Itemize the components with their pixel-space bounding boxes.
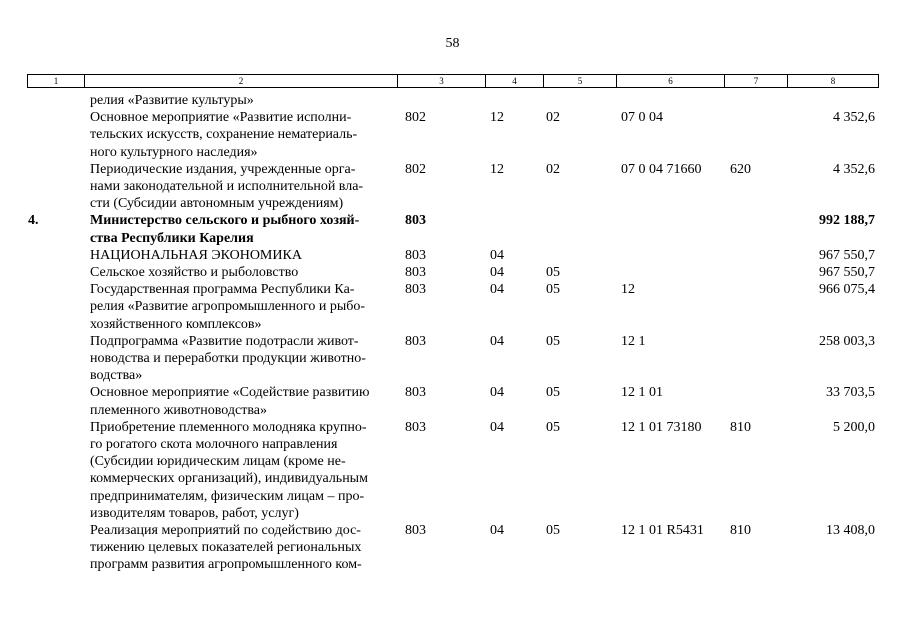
table-row xyxy=(0,522,905,574)
row-csr: 12 1 xyxy=(621,333,646,349)
row-ved: 803 xyxy=(405,247,426,263)
row-ved: 803 xyxy=(405,385,426,401)
row-csr: 12 1 01 xyxy=(621,385,663,401)
page-number: 58 xyxy=(445,36,460,51)
header-col-7: 7 xyxy=(725,75,788,88)
header-col-4: 4 xyxy=(486,75,544,88)
row-pr: 05 xyxy=(546,385,560,401)
row-name: Реализация мероприятий по содействию дос- тижению целевых показателей региональных программ развития агропромышленного ком- xyxy=(90,523,362,573)
table-row xyxy=(0,109,905,161)
row-rz: 04 xyxy=(490,265,504,281)
row-ved: 802 xyxy=(405,110,426,126)
row-rz: 04 xyxy=(490,385,504,401)
row-ved: 803 xyxy=(405,265,426,281)
row-sum: 4 352,6 xyxy=(833,161,875,177)
row-pr: 02 xyxy=(546,161,560,177)
header-col-8: 8 xyxy=(788,75,879,88)
table-row xyxy=(0,419,905,522)
row-sum: 258 003,3 xyxy=(819,333,875,349)
row-pr: 05 xyxy=(546,265,560,281)
header-col-3: 3 xyxy=(398,75,486,88)
row-csr: 07 0 04 xyxy=(621,110,663,126)
row-csr: 12 xyxy=(621,282,635,298)
row-name: Государственная программа Республики Ка- релия «Развитие агропромышленного и рыбо- хозяйственного комплексов» xyxy=(90,282,366,332)
row-sum: 4 352,6 xyxy=(833,110,875,126)
row-number: 4. xyxy=(28,213,39,229)
table-header xyxy=(27,74,879,88)
header-col-1: 1 xyxy=(28,75,85,88)
row-name: НАЦИОНАЛЬНАЯ ЭКОНОМИКА xyxy=(90,247,302,263)
row-name: Сельское хозяйство и рыболовство xyxy=(90,265,299,281)
row-ved: 803 xyxy=(405,523,426,539)
row-name: Основное мероприятие «Содействие развитию племенного животноводства» xyxy=(90,385,370,418)
table-row xyxy=(0,333,905,385)
row-rz: 04 xyxy=(490,247,504,263)
table-row xyxy=(0,384,905,418)
row-rz: 12 xyxy=(490,110,504,126)
row-name: релия «Развитие культуры» xyxy=(90,93,254,108)
row-vr: 620 xyxy=(730,161,751,177)
row-pr: 05 xyxy=(546,419,560,435)
row-name: Подпрограмма «Развитие подотрасли живот- новодства и переработки продукции животно- водства» xyxy=(90,333,366,384)
table-row xyxy=(0,247,905,264)
row-sum: 967 550,7 xyxy=(819,247,875,263)
header-col-5: 5 xyxy=(544,75,617,88)
row-vr: 810 xyxy=(730,419,751,435)
table-row xyxy=(0,161,905,213)
row-rz: 04 xyxy=(490,523,504,539)
table-row xyxy=(0,281,905,333)
row-ved: 803 xyxy=(405,419,426,435)
row-sum: 967 550,7 xyxy=(819,265,875,281)
row-csr: 12 1 01 73180 xyxy=(621,419,702,435)
row-rz: 12 xyxy=(490,161,504,177)
row-sum: 5 200,0 xyxy=(833,419,875,435)
row-pr: 05 xyxy=(546,333,560,349)
header-col-6: 6 xyxy=(617,75,725,88)
row-sum: 13 408,0 xyxy=(826,523,875,539)
row-sum: 966 075,4 xyxy=(819,282,875,298)
row-pr: 05 xyxy=(546,282,560,298)
table-body xyxy=(0,92,905,574)
row-name: Основное мероприятие «Развитие исполни- тельских искусств, сохранение нематериаль- ного культурного наследия» xyxy=(90,110,358,160)
table-row xyxy=(0,264,905,281)
header-col-2: 2 xyxy=(85,75,398,88)
row-pr: 05 xyxy=(546,523,560,539)
row-name: Министерство сельского и рыбного хозяй- ства Республики Карелия xyxy=(90,213,360,246)
row-ved: 803 xyxy=(405,333,426,349)
row-rz: 04 xyxy=(490,333,504,349)
row-csr: 12 1 01 R5431 xyxy=(621,523,704,539)
row-rz: 04 xyxy=(490,282,504,298)
row-vr: 810 xyxy=(730,523,751,539)
row-name: Приобретение племенного молодняка крупно- го рогатого скота молочного направления (Субсидии юридическим лицам (кроме не- коммерческих организаций), индивидуальным предпринимателям, физическим лицам – про- изводителям товаров, работ, услуг) xyxy=(90,419,368,521)
row-ved: 803 xyxy=(405,213,426,229)
row-sum: 33 703,5 xyxy=(826,385,875,401)
row-pr: 02 xyxy=(546,110,560,126)
row-csr: 07 0 04 71660 xyxy=(621,161,702,177)
row-ved: 803 xyxy=(405,282,426,298)
row-ved: 802 xyxy=(405,161,426,177)
row-name: Периодические издания, учрежденные орга- нами законодательной и исполнительной вла- сти (Субсидии автономным учреждениям) xyxy=(90,161,364,212)
table-row xyxy=(0,212,905,246)
row-rz: 04 xyxy=(490,419,504,435)
table-row xyxy=(0,92,905,109)
row-sum: 992 188,7 xyxy=(819,213,875,229)
